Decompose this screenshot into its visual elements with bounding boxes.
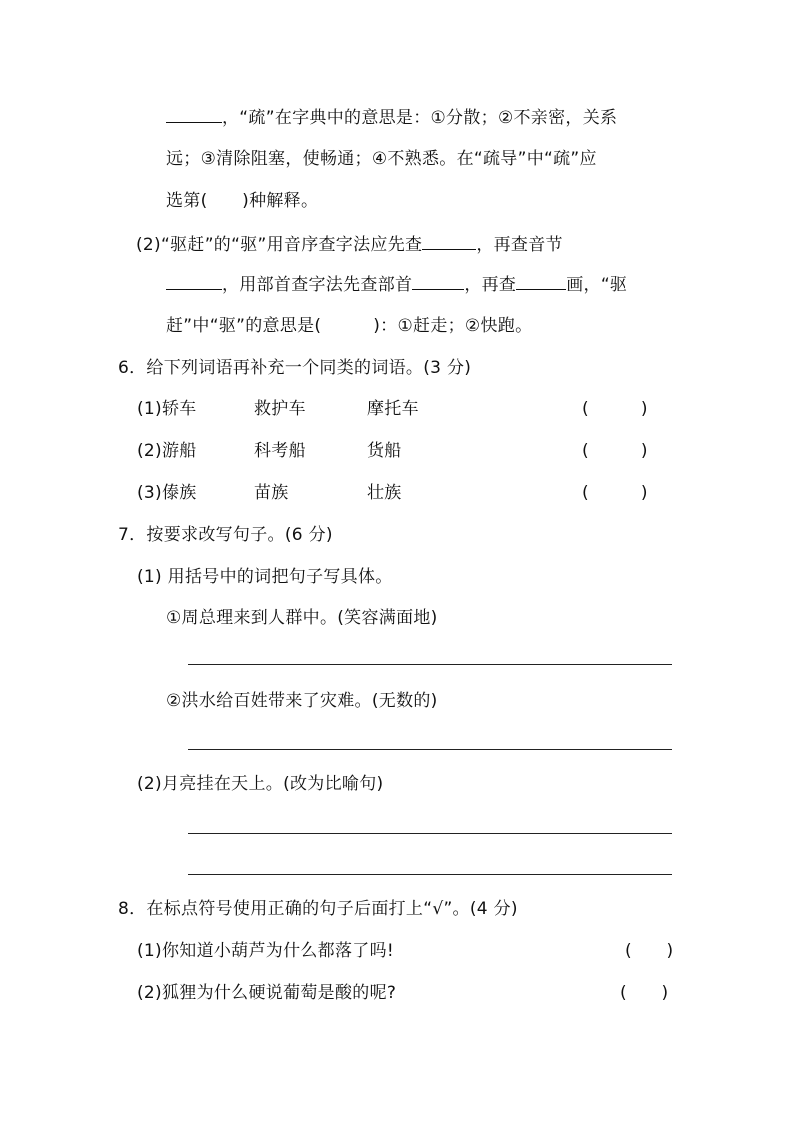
q6-answer-paren[interactable]: ( )	[582, 399, 648, 419]
q7-title: 7．按要求改写句子。(6 分)	[118, 525, 333, 545]
q6-word-1: (3)傣族	[137, 483, 197, 503]
q8-answer-paren[interactable]: ( )	[625, 941, 674, 961]
q6-word-2: 苗族	[254, 483, 289, 503]
q6-word-1: (2)游船	[137, 441, 197, 461]
answer-line[interactable]	[188, 664, 672, 665]
q5-part2-line-2	[166, 273, 627, 296]
q6-word-3: 壮族	[367, 483, 402, 503]
q6-word-1: (1)轿车	[137, 399, 197, 419]
q6-row	[0, 398, 793, 420]
answer-blank[interactable]	[166, 273, 222, 290]
q5-part2-text-d: ，再查	[464, 275, 517, 295]
q5-line-3: 选第( )种解释。	[166, 191, 319, 211]
q7-sub-2: (2)月亮挂在天上。(改为比喻句)	[137, 774, 384, 794]
q5-part2-text-c: ，用部首查字法先查部首	[222, 275, 413, 295]
q5-part2-line-3: 赶”中“驱”的意思是( )：①赶走；②快跑。	[166, 316, 533, 336]
answer-blank[interactable]	[422, 233, 476, 250]
q6-word-2: 科考船	[254, 441, 306, 461]
q6-word-3: 摩托车	[367, 399, 419, 419]
q5-line-1	[166, 106, 617, 129]
q5-line-2: 远；③清除阻塞，使畅通；④不熟悉。在“疏导”中“疏”应	[166, 149, 597, 169]
q6-answer-paren[interactable]: ( )	[582, 441, 648, 461]
q7-sentence-2: ②洪水给百姓带来了灾难。(无数的)	[166, 691, 438, 711]
q8-item-text: (2)狐狸为什么硬说葡萄是酸的呢?	[137, 983, 397, 1003]
q5-part2-line-1	[136, 233, 563, 256]
q7-sub-1: (1) 用括号中的词把句子写具体。	[137, 567, 393, 587]
q7-sentence-1: ①周总理来到人群中。(笑容满面地)	[166, 608, 438, 628]
answer-blank[interactable]	[166, 106, 222, 123]
q5-part2-text-b: ，再查音节	[476, 235, 563, 255]
q5-part2-text-e: 画，“驱	[566, 275, 628, 295]
q6-row	[0, 440, 793, 462]
answer-blank[interactable]	[412, 273, 464, 290]
q8-answer-paren[interactable]: ( )	[620, 983, 669, 1003]
q8-title: 8．在标点符号使用正确的句子后面打上“√”。(4 分)	[118, 899, 518, 919]
q8-item-text: (1)你知道小葫芦为什么都落了吗!	[137, 941, 394, 961]
q8-item	[0, 940, 793, 962]
q6-title: 6．给下列词语再补充一个同类的词语。(3 分)	[118, 358, 472, 378]
answer-line[interactable]	[188, 874, 672, 875]
q5-line-1-text: ，“疏”在字典中的意思是：①分散；②不亲密，关系	[222, 108, 618, 128]
q8-item	[0, 982, 793, 1004]
q6-word-2: 救护车	[254, 399, 306, 419]
q6-row	[0, 482, 793, 504]
answer-blank[interactable]	[516, 273, 566, 290]
answer-line[interactable]	[188, 833, 672, 834]
answer-line[interactable]	[188, 749, 672, 750]
q6-answer-paren[interactable]: ( )	[582, 483, 648, 503]
q6-word-3: 货船	[367, 441, 402, 461]
q5-part2-text-a: (2)“驱赶”的“驱”用音序查字法应先查	[136, 235, 423, 255]
